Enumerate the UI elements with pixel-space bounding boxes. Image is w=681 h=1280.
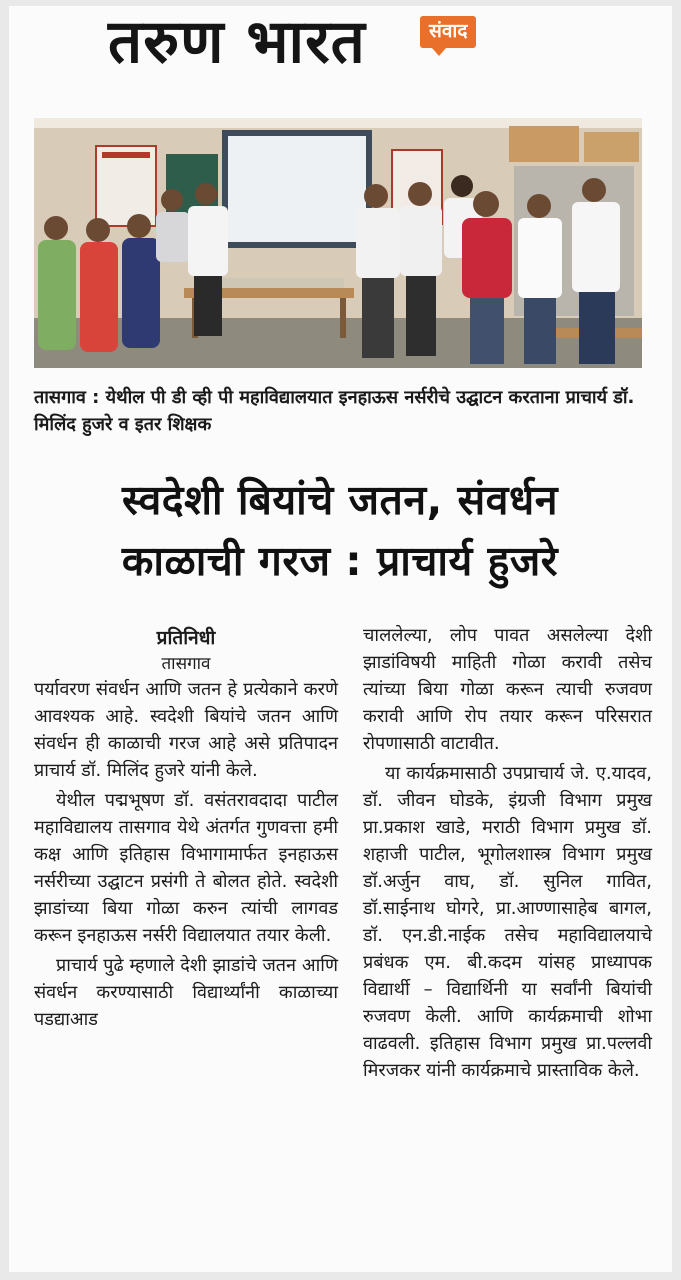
right-paragraph-1: चाललेल्या, लोप पावत असलेल्या देशी झाडांविषयी माहिती गोळा करावी तसेच त्यांच्या बिया गोळा करून त्याची रुजवण करावी आणि रोप तयार करून परिसरात रोपणासाठी वाटावीत. (363, 625, 652, 754)
photo-caption: तासगाव : येथील पी डी व्ही पी महाविद्यालयात इनहाऊस नर्सरीचे उद्घाटन करताना प्राचार्य डॉ. मिलिंद हुजरे व इतर शिक्षक (34, 387, 635, 435)
headline (20, 470, 660, 592)
masthead-badge: संवाद (420, 16, 476, 48)
right-paragraph-2: या कार्यक्रमासाठी उपप्राचार्य जे. ए.यादव, डॉ. जीवन घोडके, इंग्रजी विभाग प्रमुख प्रा.प्रकाश खाडे, मराठी विभाग प्रमुख डॉ. शहाजी पाटील, भूगोलशास्त्र विभाग प्रमुख डॉ.अर्जुन वाघ, डॉ. सुनिल गावित, डॉ.साईनाथ घोगरे, प्रा.आण्णासाहेब बागल, डॉ. एन.डी.नाईक तसेच महाविद्यालयाचे प्रबंधक एम. बी.कदम यांसह प्राध्यापक विद्यार्थी – विद्यार्थिनी या सर्वांनी बियांची रुजवण केली. आणि कार्यक्रमाची शोभा वाढवली. इतिहास विभाग प्रमुख प्रा.पल्लवी मिरजकर यांनी कार्यक्रमाचे प्रास्ताविक केले. (363, 763, 652, 1081)
left-paragraph-3: प्राचार्य पुढे म्हणाले देशी झाडांचे जतन आणि संवर्धन करण्यासाठी विद्यार्थ्यांनी काळाच्या पडद्याआड (34, 955, 338, 1030)
photo-illustration (34, 118, 642, 368)
headline-line-2: काळाची गरज : प्राचार्य हुजरे (121, 537, 559, 585)
dateline: तासगाव (161, 654, 211, 674)
headline-line-1: स्वदेशी बियांचे जतन, संवर्धन (122, 476, 558, 524)
masthead-title: तरुण भारत (108, 7, 366, 77)
left-paragraph-2: येथील पद्मभूषण डॉ. वसंतरावदादा पाटील महाविद्यालय तासगाव येथे अंतर्गत गुणवत्ता हमी कक्ष आणि इतिहास विभागामार्फत इनहाऊस नर्सरीच्या उद्घाटन प्रसंगी ते बोलत होते. स्वदेशी झाडांच्या बिया गोळा करुन त्यांची लागवड करून इनहाऊस नर्सरी विद्यालयात तयार केली. (34, 790, 338, 946)
news-photo (34, 118, 642, 368)
article-column-right (363, 622, 652, 1084)
byline: प्रतिनिधी (156, 627, 216, 649)
left-paragraph-1: पर्यावरण संवर्धन आणि जतन हे प्रत्येकाने करणे आवश्यक आहे. स्वदेशी बियांचे जतन आणि संवर्धन ही काळाची गरज आहे असे प्रतिपादन प्राचार्य डॉ. मिलिंद हुजरे यांनी केले. (34, 679, 338, 781)
article-column-left (34, 618, 338, 1033)
